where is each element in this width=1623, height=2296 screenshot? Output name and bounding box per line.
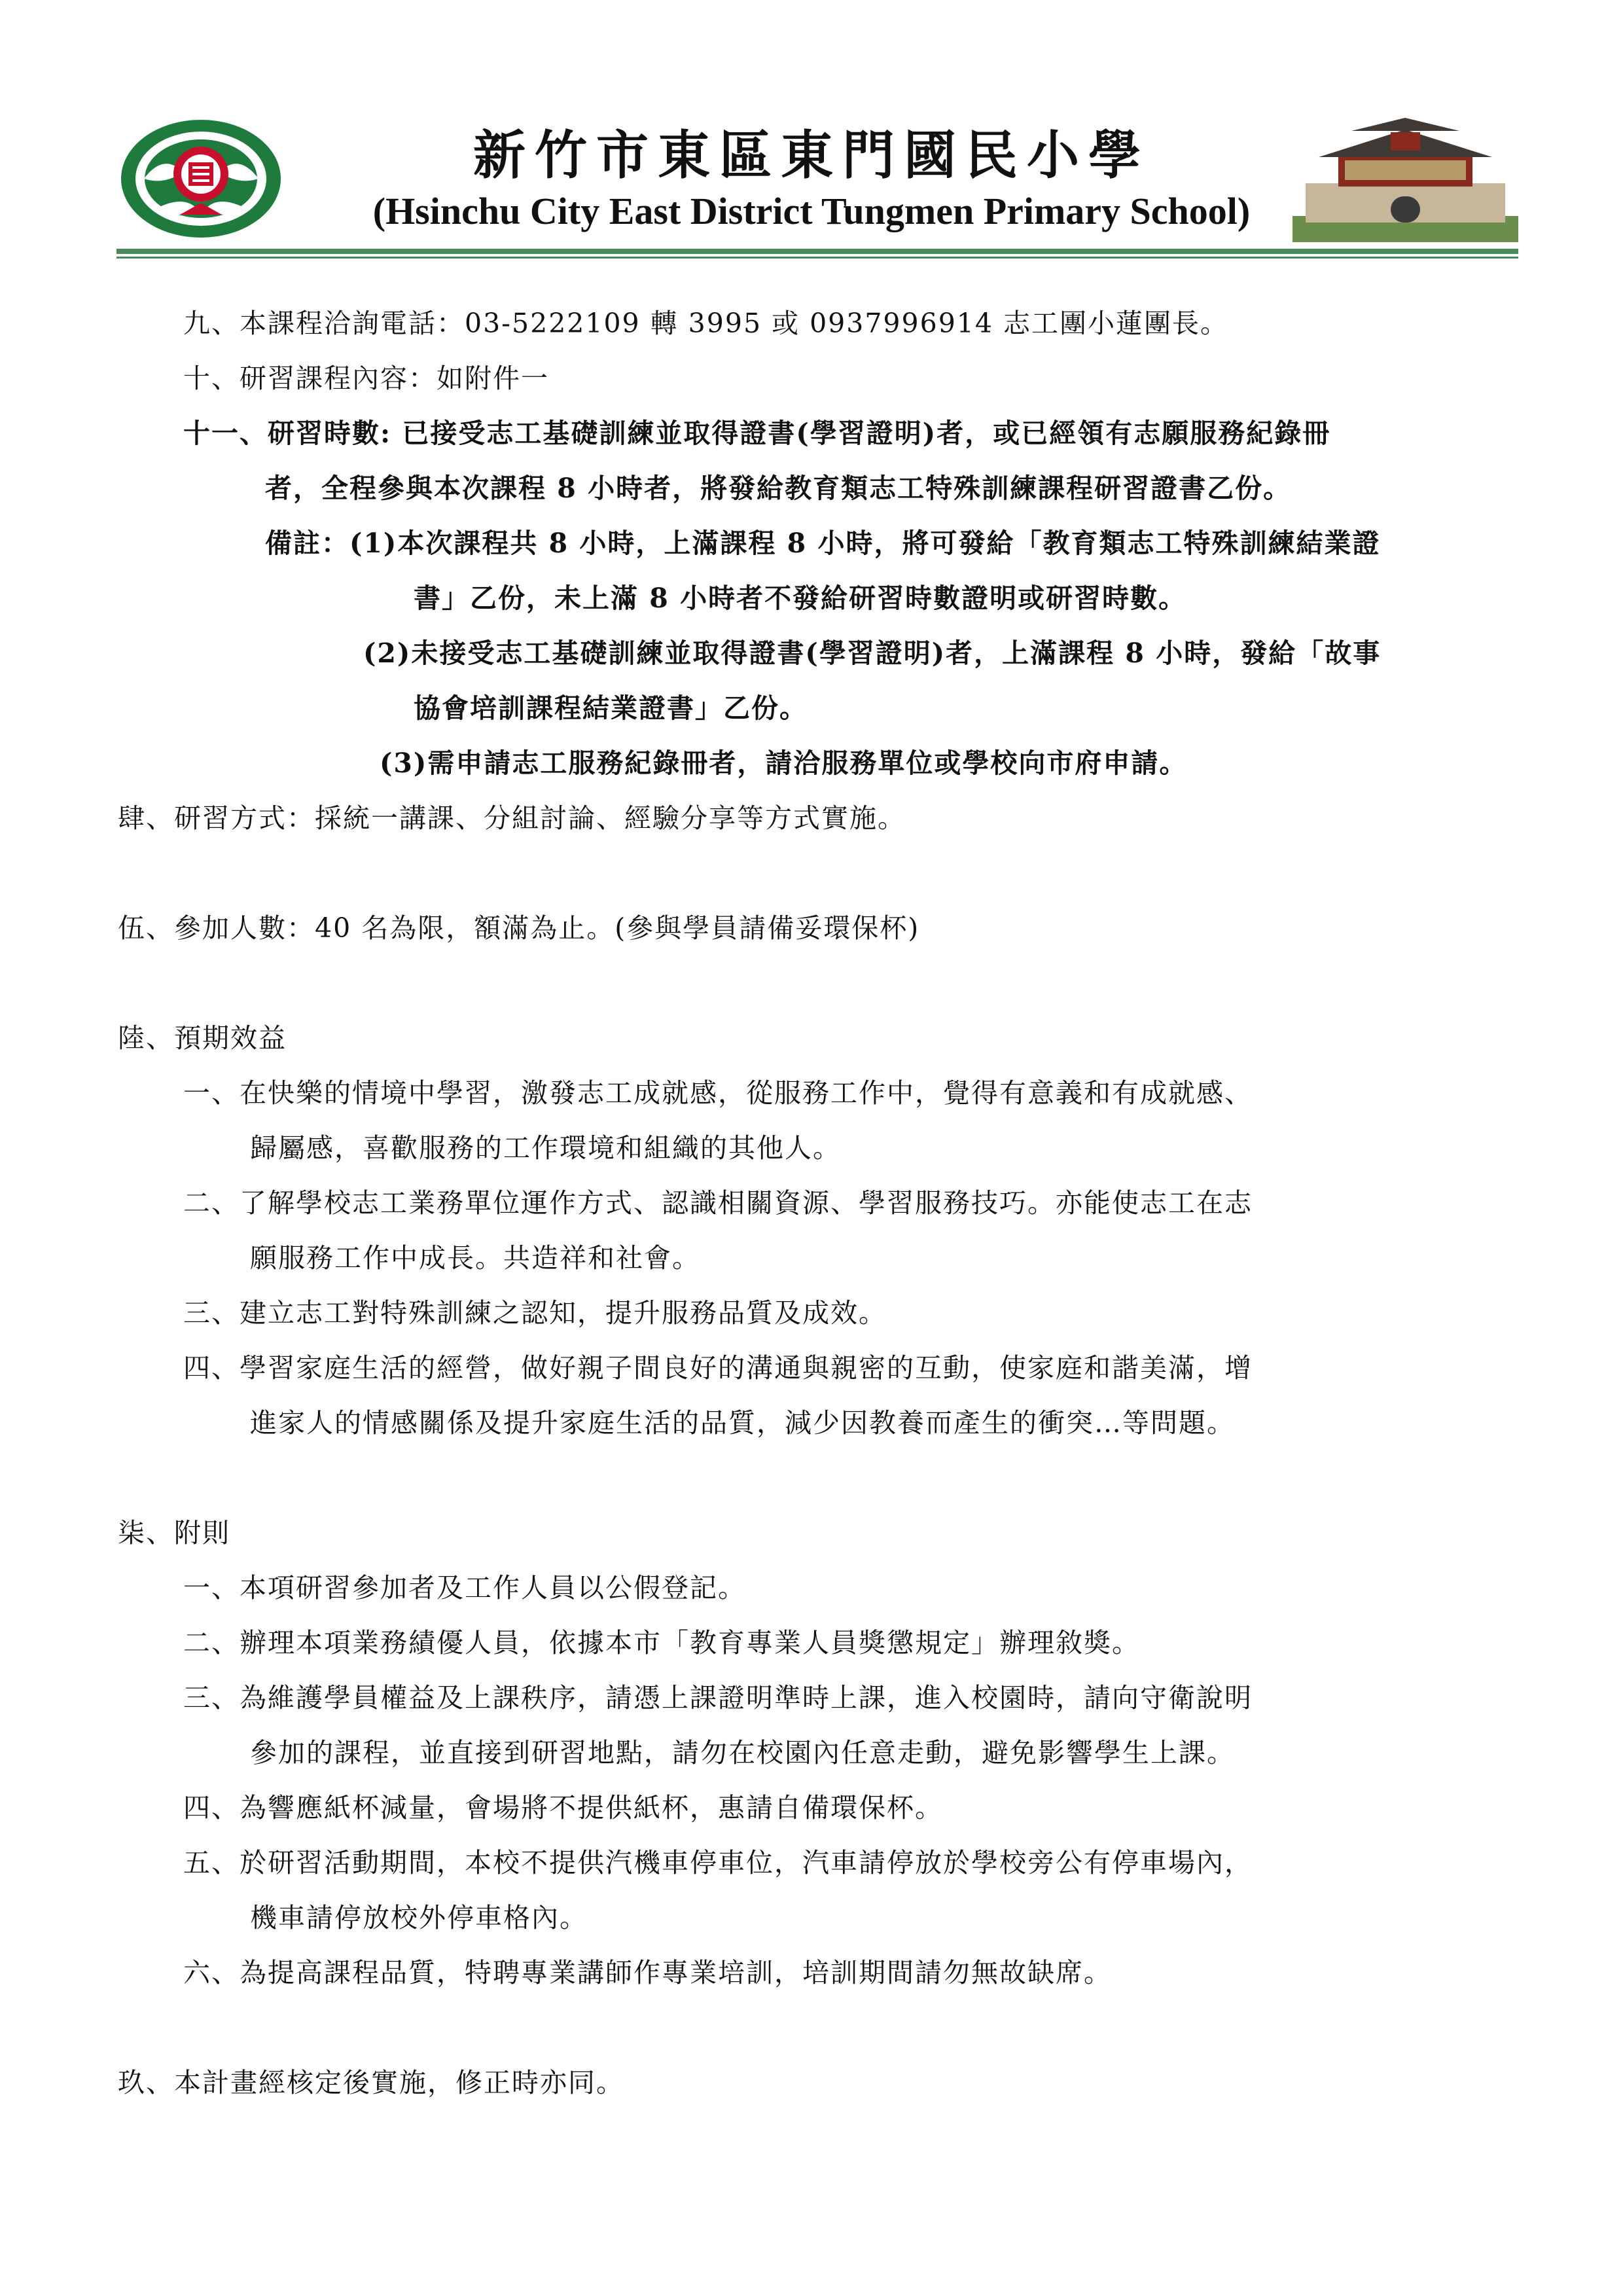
header-divider-thin	[116, 257, 1518, 259]
item-10-course-content: 十、研習課程內容：如附件一	[183, 363, 549, 394]
header-divider	[116, 249, 1518, 254]
section-7-heading: 柒、附則	[118, 1517, 230, 1549]
rule-4: 四、為響應紙杯減量，會場將不提供紙杯，惠請自備環保杯。	[183, 1792, 943, 1823]
section-6-heading: 陸、預期效益	[118, 1022, 287, 1054]
rule-1: 一、本項研習參加者及工作人員以公假登記。	[183, 1572, 746, 1604]
item-11-study-hours-cont: 者，全程參與本次課程 8 小時者，將發給教育類志工特殊訓練課程研習證書乙份。	[265, 473, 1292, 504]
benefit-1-cont: 歸屬感，喜歡服務的工作環境和組織的其他人。	[250, 1132, 841, 1164]
section-4-method: 肆、研習方式：採統一講課、分組討論、經驗分享等方式實施。	[118, 802, 906, 834]
note-3: (3)需申請志工服務紀錄冊者，請洽服務單位或學校向市府申請。	[380, 747, 1188, 779]
school-emblem-icon	[118, 117, 285, 241]
benefit-3: 三、建立志工對特殊訓練之認知，提升服務品質及成效。	[183, 1297, 887, 1329]
rule-3-cont: 參加的課程，並直接到研習地點，請勿在校園內任意走動，避免影響學生上課。	[250, 1737, 1235, 1768]
benefit-1: 一、在快樂的情境中學習，激發志工成就感，從服務工作中，覺得有意義和有成就感、	[183, 1077, 1253, 1109]
section-5-participants: 伍、參加人數：40 名為限，額滿為止。(參與學員請備妥環保杯)	[118, 912, 920, 944]
rule-6: 六、為提高課程品質，特聘專業講師作專業培訓，培訓期間請勿無故缺席。	[183, 1957, 1112, 1988]
note-1: 備註：(1)本次課程共 8 小時，上滿課程 8 小時，將可發給「教育類志工特殊訓練結業證	[265, 528, 1381, 559]
rule-3: 三、為維護學員權益及上課秩序，請憑上課證明準時上課，進入校園時，請向守衛說明	[183, 1682, 1253, 1713]
note-2: (2)未接受志工基礎訓練並取得證書(學習證明)者，上滿課程 8 小時，發給「故事	[363, 637, 1382, 669]
school-name-english: (Hsinchu City East District Tungmen Primary School)	[372, 190, 1251, 232]
item-9-inquiry-phone: 九、本課程洽詢電話：03-5222109 轉 3995 或 0937996914 志工團小蓮團長。	[183, 308, 1228, 339]
rule-5-cont: 機車請停放校外停車格內。	[250, 1902, 588, 1933]
note-1-cont: 書」乙份，未上滿 8 小時者不發給研習時數證明或研習時數。	[414, 583, 1187, 614]
benefit-4: 四、學習家庭生活的經營，做好親子間良好的溝通與親密的互動，使家庭和諧美滿，增	[183, 1352, 1253, 1384]
benefit-2-cont: 願服務工作中成長。共造祥和社會。	[250, 1242, 700, 1274]
benefit-4-cont: 進家人的情感關係及提升家庭生活的品質，減少因教養而產生的衝突…等問題。	[250, 1407, 1235, 1439]
section-9-implementation: 玖、本計畫經核定後實施，修正時亦同。	[118, 2067, 624, 2098]
note-2-cont: 協會培訓課程結業證書」乙份。	[414, 692, 808, 724]
rule-5: 五、於研習活動期間，本校不提供汽機車停車位，汽車請停放於學校旁公有停車場內，	[183, 1847, 1253, 1878]
east-gate-building-icon	[1293, 118, 1518, 242]
rule-2: 二、辦理本項業務績優人員，依據本市「教育專業人員獎懲規定」辦理敘獎。	[183, 1627, 1140, 1659]
benefit-2: 二、了解學校志工業務單位運作方式、認識相關資源、學習服務技巧。亦能使志工在志	[183, 1187, 1253, 1219]
item-11-study-hours: 十一、研習時數: 已接受志工基礎訓練並取得證書(學習證明)者，或已經領有志願服務紀錄冊	[183, 418, 1331, 449]
school-name: 新竹市東區東門國民小學	[473, 125, 1150, 186]
